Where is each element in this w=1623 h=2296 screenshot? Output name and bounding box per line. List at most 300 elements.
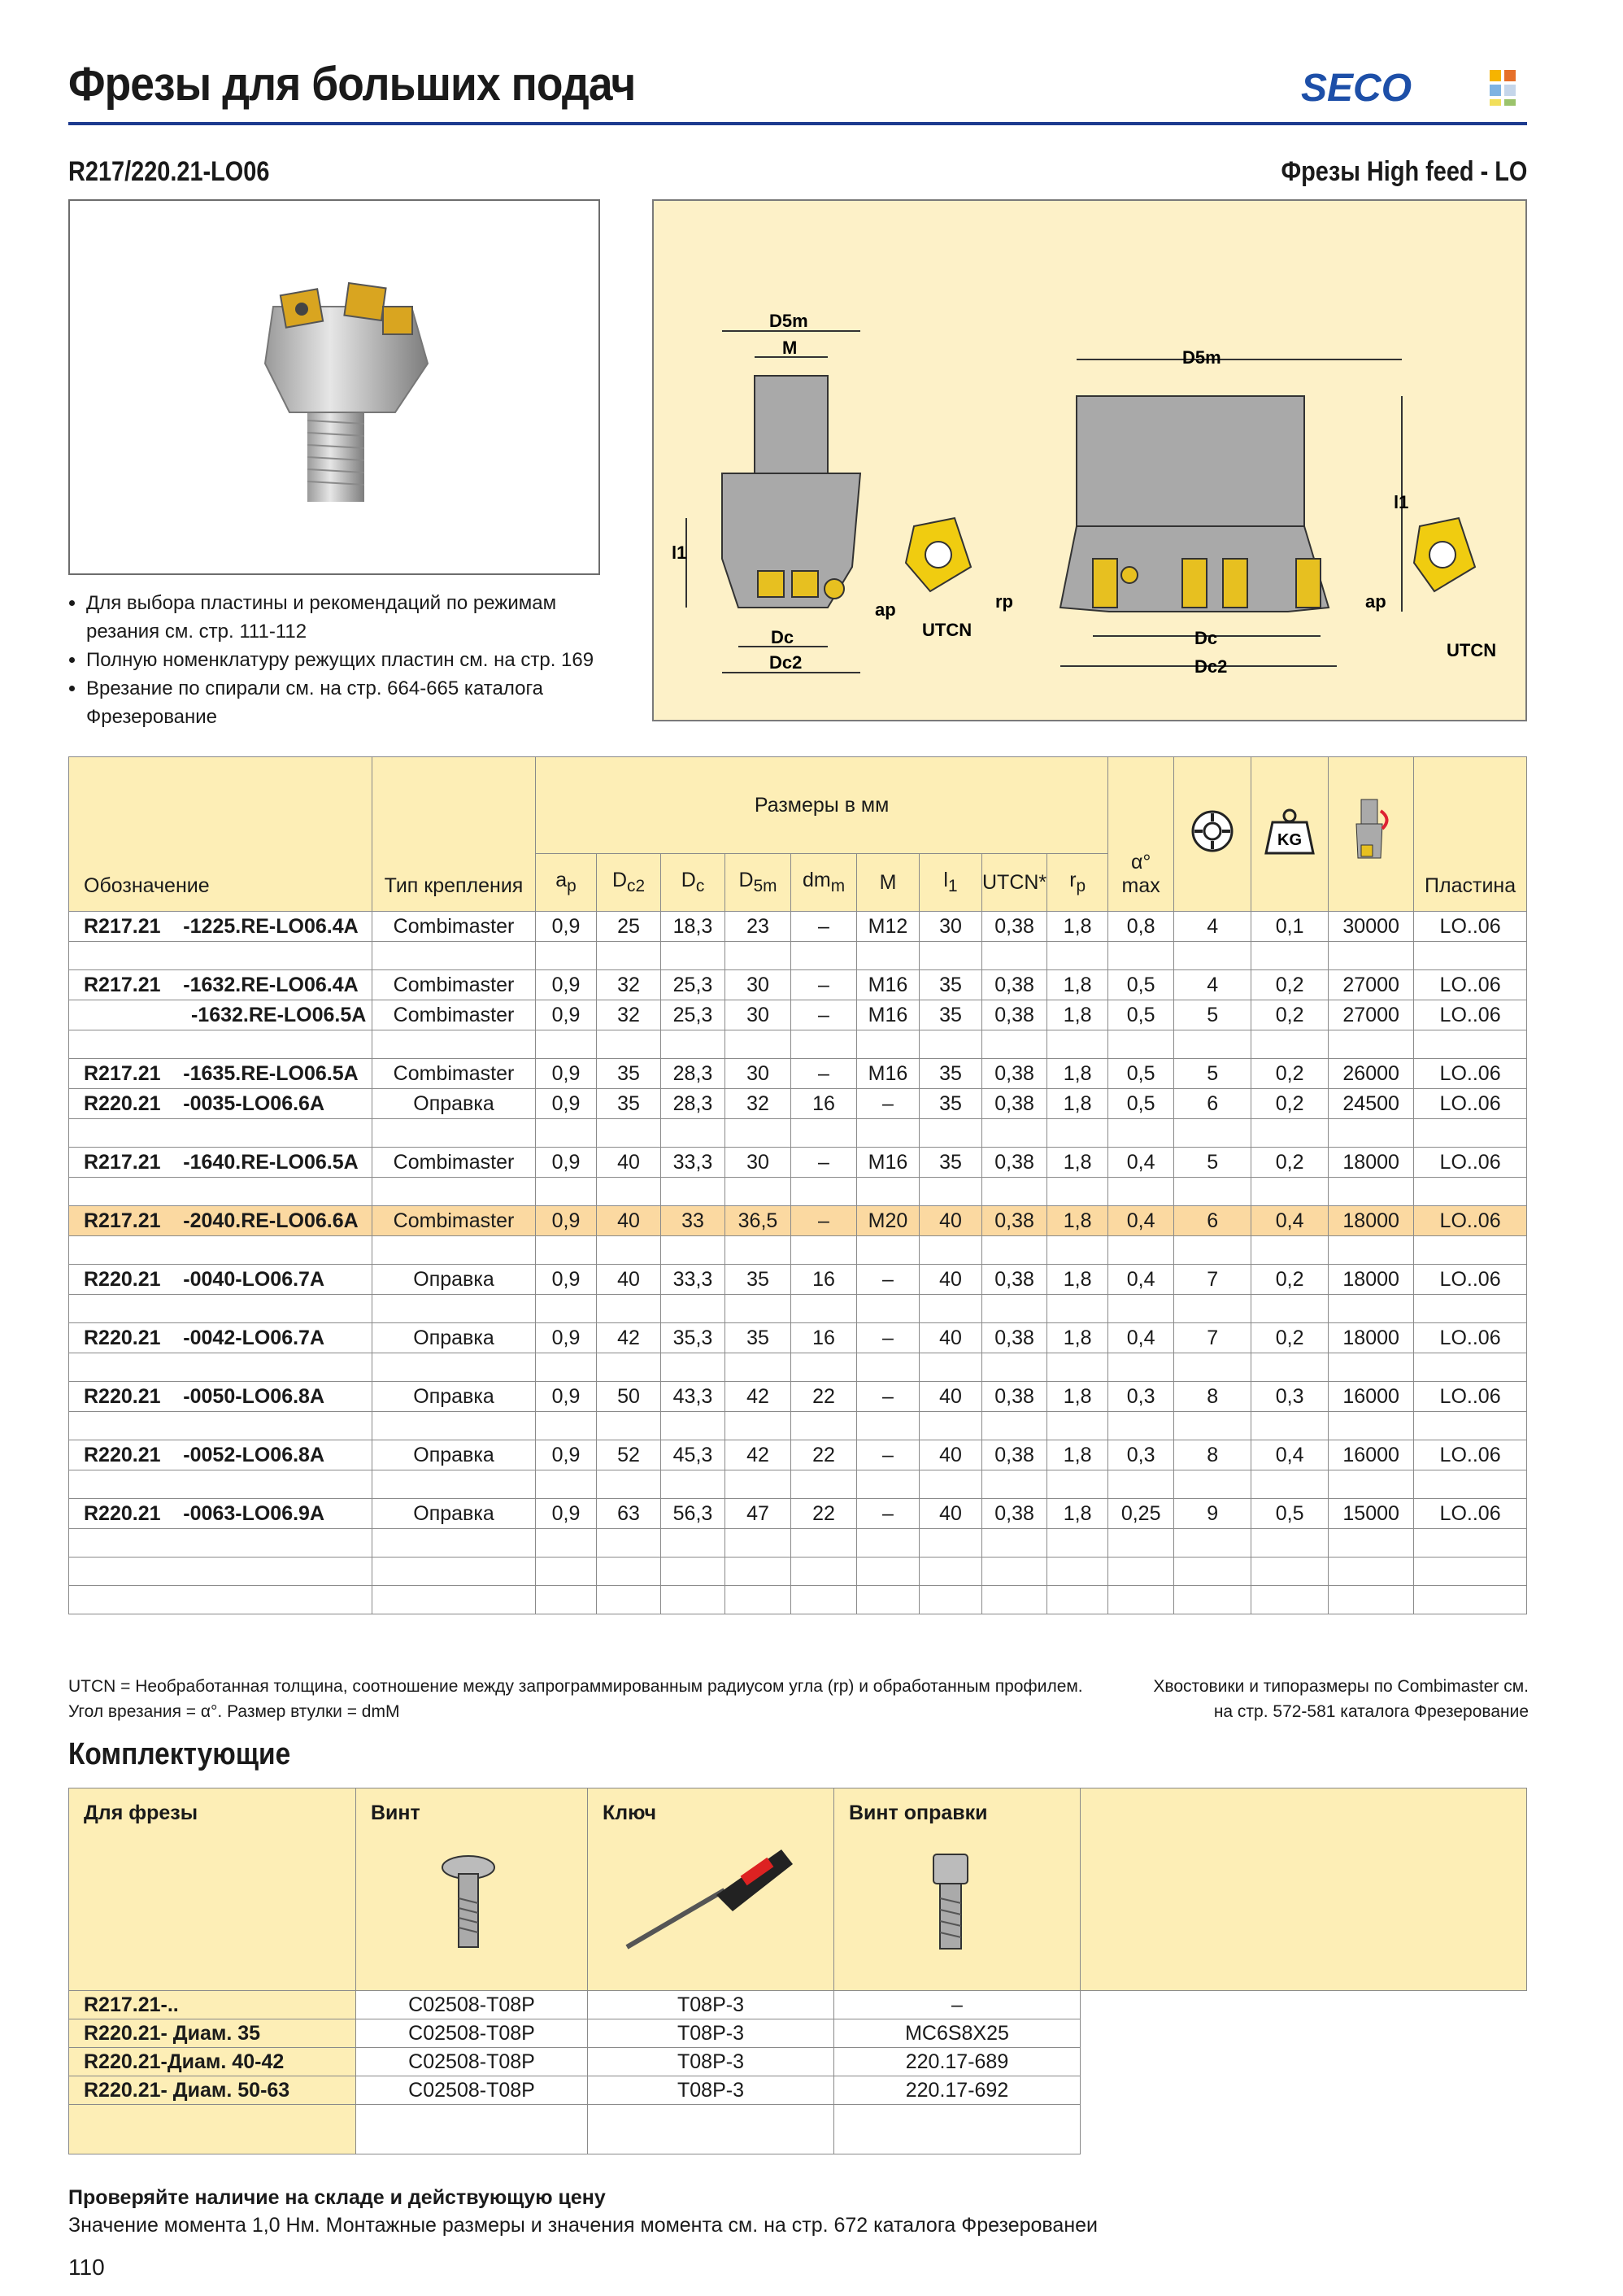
table-cell [1251,1412,1329,1440]
table-cell [1174,1529,1251,1558]
dc2-cell: 42 [597,1323,661,1353]
table-cell [725,1586,791,1614]
table-row [69,1499,1527,1529]
table-cell [982,1295,1047,1323]
kg-cell: 0,4 [1251,1206,1329,1236]
table-cell [1414,1236,1527,1265]
ap-cell: 0,9 [536,1148,597,1178]
table-cell [597,1353,661,1382]
rpm-cell: 18000 [1329,1148,1414,1178]
rp-cell: 1,8 [1047,970,1108,1000]
m-cell: – [857,1089,920,1119]
table-cell [372,1178,536,1206]
dim-l1-small: l1 [672,542,687,563]
accessory-key-cell: T08P-3 [588,1991,834,2019]
dim-l1-large: l1 [1394,492,1409,512]
footnote-right: Хвостовики и типоразмеры по Combimaster см. на стр. 572-581 каталога Фрезерование [1153,1677,1529,1721]
rpm-cell: 27000 [1329,1000,1414,1030]
table-cell [791,1586,857,1614]
col-dc2: $D_{c2}$ [597,854,661,912]
table-cell [1251,942,1329,970]
table-cell [1251,1470,1329,1499]
dmm-cell: 22 [791,1440,857,1470]
page-number: 110 [68,2255,105,2280]
table-cell [1047,942,1108,970]
kg-cell: 0,2 [1251,1059,1329,1089]
rpm-cell: 15000 [1329,1499,1414,1529]
dim-ap-large: ap [1365,591,1386,612]
dc2-cell: 40 [597,1265,661,1295]
table-cell [1329,1353,1414,1382]
col-alpha [1108,757,1174,912]
col-group-dims: Размеры в мм [536,757,1108,854]
alpha-cell: 0,4 [1108,1148,1174,1178]
table-cell [1047,1295,1108,1323]
table-cell [982,1030,1047,1059]
table-cell [1414,942,1527,970]
note-item: • Для выбора пластины и рекомендаций по режимам резания см. стр. 111-112 [86,589,605,646]
z-cell: 5 [1174,1059,1251,1089]
m-cell: M16 [857,1000,920,1030]
mount-cell: Оправка [372,1440,536,1470]
table-cell [857,1558,920,1586]
table-cell [372,1236,536,1265]
dc-cell: 33 [661,1206,725,1236]
d5m-cell: 47 [725,1499,791,1529]
dmm-cell: – [791,1206,857,1236]
table-spacer-row [69,1558,1527,1586]
designation-cell: -1632.RE-LO06.5A [69,1000,372,1030]
table-cell [597,1236,661,1265]
kg-cell: 0,2 [1251,1323,1329,1353]
alpha-cell: 0,8 [1108,912,1174,942]
z-cell: 4 [1174,970,1251,1000]
dmm-cell: 16 [791,1089,857,1119]
mount-cell: Оправка [372,1499,536,1529]
screw-icon [436,1849,501,1955]
table-cell [920,1295,982,1323]
alpha-cell: 0,4 [1108,1206,1174,1236]
table-cell [791,1236,857,1265]
table-cell [661,1470,725,1499]
table-cell [725,1558,791,1586]
dmm-cell: 16 [791,1323,857,1353]
ins-cell: LO..06 [1414,1323,1527,1353]
table-cell [1329,1178,1414,1206]
weight-icon-label: KG [1277,831,1303,849]
product-photo [68,199,600,575]
mount-cell: Оправка [372,1382,536,1412]
rp-cell: 1,8 [1047,1382,1108,1412]
rpm-cell: 18000 [1329,1323,1414,1353]
mount-cell: Оправка [372,1265,536,1295]
table-cell [356,2105,588,2154]
rp-cell: 1,8 [1047,1089,1108,1119]
table-row [69,1089,1527,1119]
d5m-cell: 30 [725,1148,791,1178]
table-cell [372,942,536,970]
dmm-cell: 22 [791,1499,857,1529]
dim-utcn-large: UTCN [1447,640,1497,660]
ap-cell: 0,9 [536,1000,597,1030]
table-cell [1047,1529,1108,1558]
d5m-cell: 42 [725,1440,791,1470]
table-cell [1329,1236,1414,1265]
table-cell [661,1178,725,1206]
table-cell [1108,1178,1174,1206]
table-cell [536,1119,597,1148]
table-cell [1251,1529,1329,1558]
dc-cell: 43,3 [661,1382,725,1412]
kg-cell: 0,3 [1251,1382,1329,1412]
ap-cell: 0,9 [536,1323,597,1353]
note-item: • Полную номенклатуру режущих пластин см. на стр. 169 [86,646,605,674]
table-cell [725,1470,791,1499]
table-spacer-row [69,1470,1527,1499]
dc2-cell: 32 [597,1000,661,1030]
alpha-cell: 0,5 [1108,970,1174,1000]
col-mount: Тип крепления [372,757,536,912]
table-cell [597,1295,661,1323]
utcn-cell: 0,38 [982,970,1047,1000]
ap-cell: 0,9 [536,1265,597,1295]
notes-list [68,589,605,731]
table-cell [857,1353,920,1382]
designation-cell: R220.21 -0035-LO06.6A [69,1089,372,1119]
table-cell [597,1178,661,1206]
dmm-cell: – [791,1000,857,1030]
table-cell [920,1529,982,1558]
table-row [69,1000,1527,1030]
dc2-cell: 50 [597,1382,661,1412]
table-cell [857,1412,920,1440]
z-cell: 8 [1174,1440,1251,1470]
kg-cell: 0,1 [1251,912,1329,942]
col-teeth [1174,757,1251,912]
mount-cell: Combimaster [372,1148,536,1178]
rpm-cell: 24500 [1329,1089,1414,1119]
d5m-cell: 30 [725,970,791,1000]
dc2-cell: 25 [597,912,661,942]
table-cell [1047,1030,1108,1059]
table-cell [69,1295,372,1323]
col-weight [1251,757,1329,912]
ins-cell: LO..06 [1414,1059,1527,1089]
alpha-cell: 0,3 [1108,1382,1174,1412]
utcn-cell: 0,38 [982,1382,1047,1412]
dc-cell: 45,3 [661,1440,725,1470]
dmm-cell: – [791,1148,857,1178]
table-cell [69,1586,372,1614]
table-cell [1251,1236,1329,1265]
ap-cell: 0,9 [536,1499,597,1529]
dim-d5m-small: D5m [769,311,808,331]
accessory-key-cell: T08P-3 [588,2048,834,2076]
accessories-body [69,1991,1527,2154]
table-cell [920,1030,982,1059]
l1-cell: 40 [920,1382,982,1412]
table-cell [1047,1353,1108,1382]
dim-dc-large: Dc [1194,628,1218,648]
ins-cell: LO..06 [1414,1440,1527,1470]
utcn-cell: 0,38 [982,1499,1047,1529]
table-cell [1108,1236,1174,1265]
designation-cell: R220.21 -0050-LO06.8A [69,1382,372,1412]
table-cell [1329,942,1414,970]
table-cell [661,1412,725,1440]
alpha-cell: 0,5 [1108,1089,1174,1119]
rpm-cell: 18000 [1329,1206,1414,1236]
teeth-icon [1188,807,1237,856]
z-cell: 7 [1174,1265,1251,1295]
l1-cell: 40 [920,1440,982,1470]
torque-note: Значение момента 1,0 Нм. Монтажные размеры и значения момента см. на стр. 672 каталога Фрезерованеи [68,2214,1098,2237]
ins-cell: LO..06 [1414,1206,1527,1236]
ins-cell: LO..06 [1414,1265,1527,1295]
table-spacer-row [69,1353,1527,1382]
accessory-filler-row [69,2105,1527,2154]
table-cell [857,1119,920,1148]
table-cell [69,942,372,970]
col-ap: $a_p$ [536,854,597,912]
table-row [69,912,1527,942]
table-row [69,1382,1527,1412]
ins-cell: LO..06 [1414,970,1527,1000]
designation-cell: R220.21 -0042-LO06.7A [69,1323,372,1353]
alpha-label: α° [1130,851,1151,874]
accessories-table [68,1788,1527,2154]
d5m-cell: 36,5 [725,1206,791,1236]
acc-blank-col [1081,1788,1527,1991]
table-cell [1414,1295,1527,1323]
dmm-cell: 16 [791,1265,857,1295]
table-cell [536,942,597,970]
utcn-cell: 0,38 [982,1206,1047,1236]
table-cell [1174,1470,1251,1499]
table-cell [1329,1119,1414,1148]
table-cell [982,1529,1047,1558]
table-spacer-row [69,1412,1527,1440]
table-cell [1047,1119,1108,1148]
page-title: Фрезы для больших подач [68,58,636,111]
table-cell [920,1412,982,1440]
table-cell [1108,1353,1174,1382]
table-row [69,1323,1527,1353]
seco-logo [1301,67,1529,107]
table-cell [725,1178,791,1206]
table-cell [791,1295,857,1323]
l1-cell: 30 [920,912,982,942]
table-cell [1174,1119,1251,1148]
table-row [69,1148,1527,1178]
table-cell [1414,1558,1527,1586]
accessory-key-cell: T08P-3 [588,2019,834,2048]
table-cell [661,1586,725,1614]
table-cell [661,942,725,970]
table-cell [69,1412,372,1440]
dim-ap-small: ap [875,599,896,620]
table-cell [661,1119,725,1148]
table-cell [1108,1558,1174,1586]
table-cell [1251,1178,1329,1206]
table-cell [661,1030,725,1059]
d5m-cell: 32 [725,1089,791,1119]
dc-cell: 25,3 [661,1000,725,1030]
table-cell [725,942,791,970]
table-cell [982,1558,1047,1586]
kg-cell: 0,4 [1251,1440,1329,1470]
table-cell [1414,1353,1527,1382]
table-cell [536,1030,597,1059]
dmm-cell: – [791,1059,857,1089]
d5m-cell: 42 [725,1382,791,1412]
m-cell: – [857,1382,920,1412]
d5m-cell: 35 [725,1323,791,1353]
table-cell [1329,1470,1414,1499]
table-cell [791,1030,857,1059]
table-cell [857,1586,920,1614]
table-cell [725,1030,791,1059]
accessory-arbor-cell: 220.17-689 [834,2048,1081,2076]
table-cell [661,1529,725,1558]
table-cell [1047,1236,1108,1265]
table-cell [725,1119,791,1148]
z-cell: 5 [1174,1000,1251,1030]
dim-d5m-large: D5m [1182,347,1221,368]
ap-cell: 0,9 [536,912,597,942]
acc-col-cutter: Для фрезы [69,1788,356,1991]
accessory-cutter-cell: R217.21-.. [69,1991,356,2019]
table-cell [982,1412,1047,1440]
product-code: R217/220.21-LO06 [68,156,270,187]
table-cell [661,1236,725,1265]
mount-cell: Combimaster [372,912,536,942]
utcn-cell: 0,38 [982,1089,1047,1119]
l1-cell: 35 [920,1059,982,1089]
table-cell [1047,1412,1108,1440]
table-cell [857,1470,920,1499]
l1-cell: 40 [920,1499,982,1529]
table-cell [725,1529,791,1558]
ap-cell: 0,9 [536,1089,597,1119]
acc-col-screw: Винт [356,1788,588,1991]
accessory-row [69,2076,1527,2105]
table-cell [1329,1295,1414,1323]
table-cell [982,1353,1047,1382]
dc2-cell: 40 [597,1206,661,1236]
table-cell [69,1353,372,1382]
table-cell [536,1558,597,1586]
kg-cell: 0,2 [1251,1148,1329,1178]
alpha-cell: 0,5 [1108,1000,1174,1030]
table-cell [1174,942,1251,970]
table-cell [536,1586,597,1614]
l1-cell: 35 [920,970,982,1000]
table-cell [920,942,982,970]
dc2-cell: 32 [597,970,661,1000]
table-cell [1174,1236,1251,1265]
col-d5m: $D_{5m}$ [725,854,791,912]
alpha-cell: 0,4 [1108,1265,1174,1295]
table-cell [1108,1586,1174,1614]
m-cell: M16 [857,1148,920,1178]
table-cell [982,942,1047,970]
table-cell [536,1178,597,1206]
dc2-cell: 63 [597,1499,661,1529]
ap-cell: 0,9 [536,970,597,1000]
table-cell [1251,1295,1329,1323]
accessory-screw-cell: C02508-T08P [356,2048,588,2076]
table-cell [597,1119,661,1148]
table-cell [1108,1412,1174,1440]
l1-cell: 35 [920,1089,982,1119]
dim-dc2-large: Dc2 [1194,656,1228,677]
d5m-cell: 30 [725,1000,791,1030]
table-cell [69,1470,372,1499]
rpm-cell: 16000 [1329,1440,1414,1470]
m-cell: – [857,1499,920,1529]
table-cell [1108,1470,1174,1499]
table-cell [834,2105,1081,2154]
table-cell [920,1236,982,1265]
table-cell [1251,1030,1329,1059]
col-utcn: UTCN* [982,854,1047,912]
accessory-row [69,1991,1527,2019]
table-cell [372,1353,536,1382]
table-cell [597,1412,661,1440]
table-cell [1174,1558,1251,1586]
acc-col-key: Ключ [588,1788,834,1991]
table-cell [536,1529,597,1558]
table-cell [69,1119,372,1148]
technical-drawing [652,199,1527,721]
dim-dc-small: Dc [771,627,794,647]
m-cell: – [857,1323,920,1353]
m-cell: M12 [857,912,920,942]
rp-cell: 1,8 [1047,1323,1108,1353]
kg-cell: 0,2 [1251,970,1329,1000]
ins-cell: LO..06 [1414,1089,1527,1119]
table-cell [69,1529,372,1558]
designation-cell: R220.21 -0040-LO06.7A [69,1265,372,1295]
table-cell [857,1295,920,1323]
col-m: M [857,854,920,912]
table-cell [1108,942,1174,970]
accessory-screw-cell: C02508-T08P [356,2019,588,2048]
cutter-table-body [69,912,1527,1614]
ap-cell: 0,9 [536,1440,597,1470]
designation-cell: R220.21 -0063-LO06.9A [69,1499,372,1529]
table-cell [536,1412,597,1440]
table-cell [1329,1558,1414,1586]
z-cell: 6 [1174,1206,1251,1236]
rpm-cell: 16000 [1329,1382,1414,1412]
designation-cell: R217.21 -1635.RE-LO06.5A [69,1059,372,1089]
table-cell [791,1178,857,1206]
m-cell: M16 [857,970,920,1000]
alpha-cell: 0,25 [1108,1499,1174,1529]
dim-m-small: M [782,338,798,358]
table-cell [372,1030,536,1059]
weight-icon [1263,804,1316,858]
table-spacer-row [69,1178,1527,1206]
table-cell [982,1178,1047,1206]
rp-cell: 1,8 [1047,1206,1108,1236]
footnote-utcn: UTCN = Необработанная толщина, соотношение между запрограммированным радиусом угла (rp) и обработанным профилем. [68,1677,1083,1696]
m-cell: M16 [857,1059,920,1089]
dc-cell: 18,3 [661,912,725,942]
kg-cell: 0,2 [1251,1089,1329,1119]
